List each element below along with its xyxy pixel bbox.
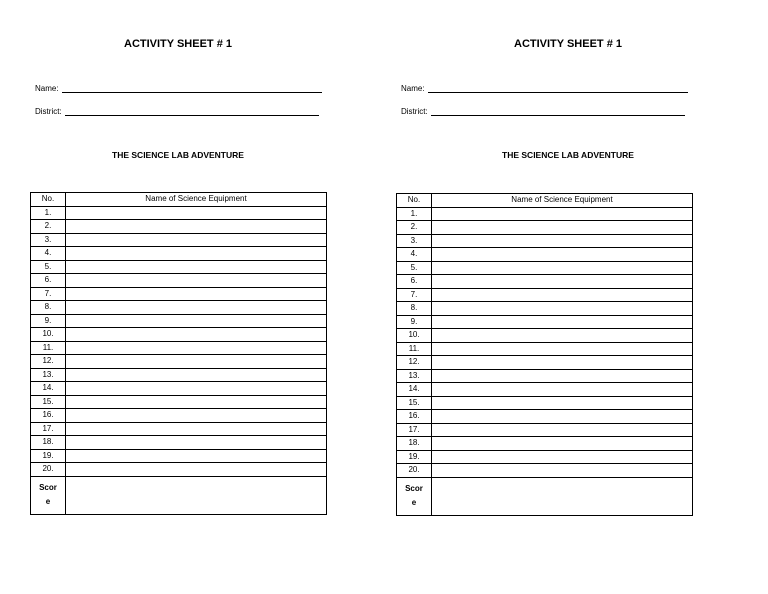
score-label: Score [405, 484, 423, 507]
row-number: 4. [397, 248, 432, 262]
row-number: 1. [397, 207, 432, 221]
row-number: 19. [31, 449, 66, 463]
district-line[interactable] [431, 107, 685, 116]
score-value-cell[interactable] [432, 477, 693, 515]
table-row [397, 288, 693, 302]
sheet-subtitle: THE SCIENCE LAB ADVENTURE [112, 150, 244, 160]
table-row [397, 410, 693, 424]
col-name-header: Name of Science Equipment [66, 193, 327, 207]
sheet-subtitle: THE SCIENCE LAB ADVENTURE [502, 150, 634, 160]
name-field[interactable] [35, 84, 322, 93]
table-row [397, 221, 693, 235]
equipment-name-cell[interactable] [432, 302, 693, 316]
table-row [397, 450, 693, 464]
equipment-name-cell[interactable] [432, 423, 693, 437]
score-value-cell[interactable] [66, 476, 327, 514]
equipment-name-cell[interactable] [432, 248, 693, 262]
row-number: 10. [397, 329, 432, 343]
row-number: 5. [31, 260, 66, 274]
equipment-name-cell[interactable] [66, 382, 327, 396]
row-number: 20. [397, 464, 432, 478]
table-row [397, 234, 693, 248]
table-row [31, 220, 327, 234]
table-row [31, 233, 327, 247]
row-number: 5. [397, 261, 432, 275]
row-number: 17. [397, 423, 432, 437]
row-number: 13. [31, 368, 66, 382]
equipment-name-cell[interactable] [66, 287, 327, 301]
equipment-name-cell[interactable] [432, 329, 693, 343]
table-row [397, 342, 693, 356]
table-row [31, 395, 327, 409]
equipment-name-cell[interactable] [66, 220, 327, 234]
table-row [31, 206, 327, 220]
equipment-name-cell[interactable] [432, 396, 693, 410]
row-number: 16. [31, 409, 66, 423]
table-row [397, 383, 693, 397]
equipment-name-cell[interactable] [66, 368, 327, 382]
equipment-name-cell[interactable] [432, 410, 693, 424]
name-label: Name: [35, 84, 59, 93]
equipment-name-cell[interactable] [66, 409, 327, 423]
score-row [31, 476, 327, 514]
row-number: 15. [31, 395, 66, 409]
table-row [31, 368, 327, 382]
district-label: District: [401, 107, 428, 116]
col-no-header: No. [31, 193, 66, 207]
district-line[interactable] [65, 107, 319, 116]
name-line[interactable] [428, 84, 688, 93]
table-body [397, 207, 693, 515]
row-number: 18. [31, 436, 66, 450]
equipment-name-cell[interactable] [66, 301, 327, 315]
equipment-name-cell[interactable] [66, 422, 327, 436]
equipment-name-cell[interactable] [432, 450, 693, 464]
equipment-name-cell[interactable] [432, 207, 693, 221]
sheet-title: ACTIVITY SHEET # 1 [514, 38, 622, 50]
table-row [397, 369, 693, 383]
table-row [31, 314, 327, 328]
name-field[interactable] [401, 84, 688, 93]
table-row [397, 248, 693, 262]
equipment-name-cell[interactable] [432, 356, 693, 370]
district-field[interactable] [35, 107, 319, 116]
equipment-name-cell[interactable] [432, 221, 693, 235]
table-row [397, 464, 693, 478]
row-number: 8. [397, 302, 432, 316]
table-row [31, 301, 327, 315]
table-row [31, 422, 327, 436]
equipment-name-cell[interactable] [432, 288, 693, 302]
equipment-name-cell[interactable] [66, 341, 327, 355]
row-number: 19. [397, 450, 432, 464]
row-number: 18. [397, 437, 432, 451]
row-number: 14. [397, 383, 432, 397]
row-number: 2. [397, 221, 432, 235]
equipment-name-cell[interactable] [66, 449, 327, 463]
equipment-name-cell[interactable] [432, 234, 693, 248]
table-row [31, 341, 327, 355]
equipment-name-cell[interactable] [66, 355, 327, 369]
table-row [397, 423, 693, 437]
row-number: 2. [31, 220, 66, 234]
equipment-name-cell[interactable] [66, 436, 327, 450]
equipment-name-cell[interactable] [66, 260, 327, 274]
row-number: 16. [397, 410, 432, 424]
score-row [397, 477, 693, 515]
table-row [397, 356, 693, 370]
table-row [397, 261, 693, 275]
row-number: 1. [31, 206, 66, 220]
row-number: 9. [397, 315, 432, 329]
table-row [31, 382, 327, 396]
name-line[interactable] [62, 84, 322, 93]
row-number: 20. [31, 463, 66, 477]
table-row [31, 274, 327, 288]
table-row [31, 463, 327, 477]
row-number: 17. [31, 422, 66, 436]
equipment-name-cell[interactable] [432, 437, 693, 451]
table-row [31, 260, 327, 274]
table-header-row [397, 194, 693, 208]
table-row [31, 449, 327, 463]
row-number: 10. [31, 328, 66, 342]
row-number: 15. [397, 396, 432, 410]
equipment-name-cell[interactable] [66, 328, 327, 342]
name-label: Name: [401, 84, 425, 93]
col-name-header: Name of Science Equipment [432, 194, 693, 208]
equipment-name-cell[interactable] [432, 464, 693, 478]
equipment-name-cell[interactable] [432, 369, 693, 383]
row-number: 12. [397, 356, 432, 370]
row-number: 3. [31, 233, 66, 247]
row-number: 6. [31, 274, 66, 288]
equipment-name-cell[interactable] [66, 274, 327, 288]
equipment-table [30, 192, 327, 515]
row-number: 7. [397, 288, 432, 302]
table-row [397, 207, 693, 221]
table-row [31, 247, 327, 261]
equipment-name-cell[interactable] [432, 275, 693, 289]
row-number: 4. [31, 247, 66, 261]
table-row [397, 302, 693, 316]
equipment-name-cell[interactable] [432, 315, 693, 329]
equipment-name-cell[interactable] [432, 342, 693, 356]
row-number: 8. [31, 301, 66, 315]
col-no-header: No. [397, 194, 432, 208]
row-number: 11. [31, 341, 66, 355]
district-label: District: [35, 107, 62, 116]
equipment-name-cell[interactable] [66, 206, 327, 220]
row-number: 13. [397, 369, 432, 383]
row-number: 12. [31, 355, 66, 369]
table-row [397, 329, 693, 343]
table-row [397, 275, 693, 289]
table-row [31, 355, 327, 369]
activity-sheet-left [30, 0, 330, 594]
table-body [31, 206, 327, 514]
table-row [397, 396, 693, 410]
table-header-row [31, 193, 327, 207]
equipment-name-cell[interactable] [66, 395, 327, 409]
equipment-name-cell[interactable] [66, 247, 327, 261]
score-label-cell [397, 477, 432, 515]
equipment-table [396, 193, 693, 516]
row-number: 3. [397, 234, 432, 248]
score-label: Score [39, 483, 57, 506]
table-row [31, 287, 327, 301]
equipment-name-cell[interactable] [432, 261, 693, 275]
table-row [31, 436, 327, 450]
row-number: 9. [31, 314, 66, 328]
district-field[interactable] [401, 107, 685, 116]
table-row [31, 409, 327, 423]
sheet-title: ACTIVITY SHEET # 1 [124, 38, 232, 50]
activity-sheet-right [396, 0, 696, 594]
equipment-name-cell[interactable] [66, 233, 327, 247]
row-number: 7. [31, 287, 66, 301]
table-row [397, 315, 693, 329]
row-number: 11. [397, 342, 432, 356]
equipment-name-cell[interactable] [66, 463, 327, 477]
score-label-cell [31, 476, 66, 514]
row-number: 6. [397, 275, 432, 289]
equipment-name-cell[interactable] [66, 314, 327, 328]
equipment-name-cell[interactable] [432, 383, 693, 397]
row-number: 14. [31, 382, 66, 396]
table-row [31, 328, 327, 342]
table-row [397, 437, 693, 451]
